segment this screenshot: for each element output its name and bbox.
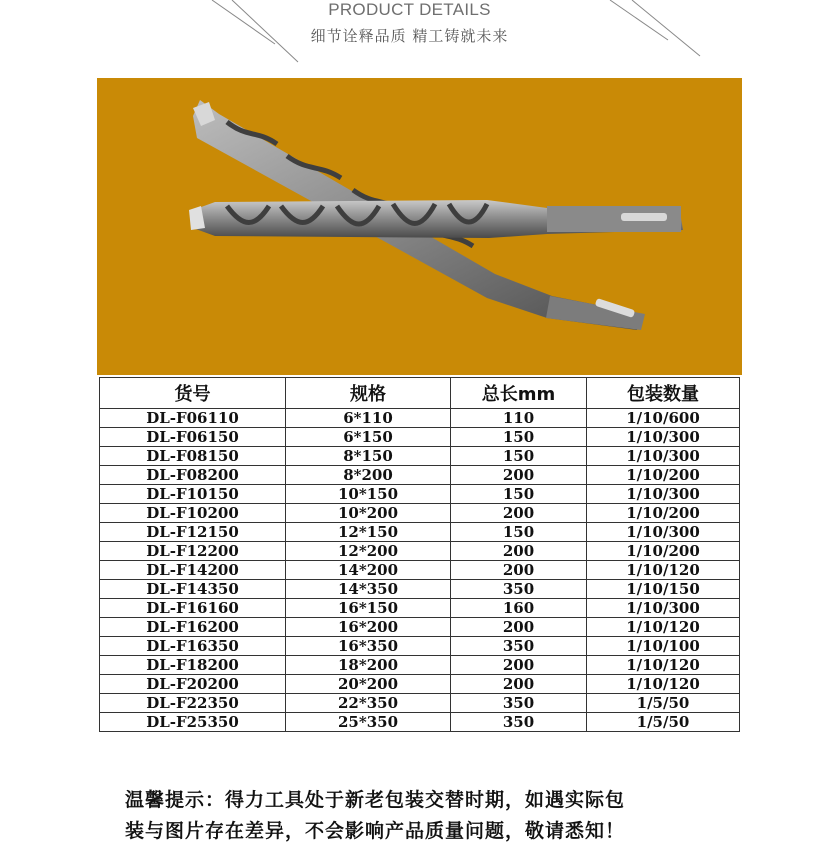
cell-spec: 20*200 xyxy=(286,675,451,694)
column-header-item-no: 货号 xyxy=(100,378,286,409)
product-photo xyxy=(97,78,742,375)
cell-length: 350 xyxy=(451,637,587,656)
cell-length: 350 xyxy=(451,580,587,599)
cell-item-no: DL-F08200 xyxy=(100,466,286,485)
cell-item-no: DL-F18200 xyxy=(100,656,286,675)
cell-length: 150 xyxy=(451,485,587,504)
cell-spec: 16*200 xyxy=(286,618,451,637)
cell-length: 150 xyxy=(451,428,587,447)
cell-package: 1/10/300 xyxy=(587,599,740,618)
cell-spec: 18*200 xyxy=(286,656,451,675)
cell-item-no: DL-F20200 xyxy=(100,675,286,694)
cell-item-no: DL-F14200 xyxy=(100,561,286,580)
cell-item-no: DL-F06150 xyxy=(100,428,286,447)
cell-package: 1/10/120 xyxy=(587,675,740,694)
cell-package: 1/10/300 xyxy=(587,428,740,447)
cell-item-no: DL-F16350 xyxy=(100,637,286,656)
cell-item-no: DL-F16160 xyxy=(100,599,286,618)
table-row xyxy=(100,523,740,542)
cell-package: 1/10/120 xyxy=(587,561,740,580)
section-title: PRODUCT DETAILS xyxy=(328,0,491,19)
table-row xyxy=(100,504,740,523)
cell-item-no: DL-F08150 xyxy=(100,447,286,466)
cell-spec: 16*150 xyxy=(286,599,451,618)
drill-bit-icon xyxy=(97,78,742,375)
table-row xyxy=(100,485,740,504)
table-row xyxy=(100,466,740,485)
cell-item-no: DL-F06110 xyxy=(100,409,286,428)
cell-length: 110 xyxy=(451,409,587,428)
cell-length: 150 xyxy=(451,523,587,542)
cell-item-no: DL-F10150 xyxy=(100,485,286,504)
column-header-length: 总长mm xyxy=(451,378,587,409)
cell-spec: 8*200 xyxy=(286,466,451,485)
cell-package: 1/5/50 xyxy=(587,694,740,713)
cell-package: 1/10/150 xyxy=(587,580,740,599)
cell-package: 1/10/200 xyxy=(587,542,740,561)
cell-spec: 14*350 xyxy=(286,580,451,599)
table-row xyxy=(100,447,740,466)
spec-table xyxy=(99,377,740,732)
cell-spec: 25*350 xyxy=(286,713,451,732)
cell-spec: 22*350 xyxy=(286,694,451,713)
column-header-spec: 规格 xyxy=(286,378,451,409)
cell-item-no: DL-F12200 xyxy=(100,542,286,561)
cell-length: 200 xyxy=(451,466,587,485)
table-row xyxy=(100,637,740,656)
cell-item-no: DL-F14350 xyxy=(100,580,286,599)
table-row xyxy=(100,675,740,694)
cell-package: 1/10/100 xyxy=(587,637,740,656)
cell-item-no: DL-F16200 xyxy=(100,618,286,637)
cell-length: 200 xyxy=(451,675,587,694)
cell-spec: 6*150 xyxy=(286,428,451,447)
notice-line-1: 温馨提示：得力工具处于新老包装交替时期，如遇实际包 xyxy=(125,789,626,811)
table-row xyxy=(100,428,740,447)
column-header-package: 包装数量 xyxy=(587,378,740,409)
drill-bit-horizontal xyxy=(189,200,683,238)
cell-package: 1/5/50 xyxy=(587,713,740,732)
cell-package: 1/10/600 xyxy=(587,409,740,428)
cell-spec: 10*150 xyxy=(286,485,451,504)
cell-length: 200 xyxy=(451,656,587,675)
table-row xyxy=(100,618,740,637)
section-header xyxy=(0,0,819,78)
cell-item-no: DL-F22350 xyxy=(100,694,286,713)
cell-spec: 6*110 xyxy=(286,409,451,428)
cell-length: 200 xyxy=(451,618,587,637)
cell-package: 1/10/300 xyxy=(587,485,740,504)
cell-length: 200 xyxy=(451,504,587,523)
table-row xyxy=(100,713,740,732)
table-row xyxy=(100,561,740,580)
cell-package: 1/10/300 xyxy=(587,447,740,466)
table-row xyxy=(100,409,740,428)
cell-spec: 8*150 xyxy=(286,447,451,466)
cell-item-no: DL-F10200 xyxy=(100,504,286,523)
cell-package: 1/10/120 xyxy=(587,618,740,637)
cell-length: 350 xyxy=(451,713,587,732)
cell-length: 350 xyxy=(451,694,587,713)
table-row xyxy=(100,694,740,713)
cell-spec: 16*350 xyxy=(286,637,451,656)
section-subtitle: 细节诠释品质 精工铸就未来 xyxy=(310,27,509,45)
table-row xyxy=(100,580,740,599)
cell-length: 150 xyxy=(451,447,587,466)
cell-spec: 12*200 xyxy=(286,542,451,561)
cell-package: 1/10/200 xyxy=(587,504,740,523)
cell-spec: 14*200 xyxy=(286,561,451,580)
cell-length: 160 xyxy=(451,599,587,618)
table-row xyxy=(100,656,740,675)
table-header-row xyxy=(100,378,740,409)
packaging-notice xyxy=(125,785,745,847)
cell-package: 1/10/300 xyxy=(587,523,740,542)
cell-spec: 12*150 xyxy=(286,523,451,542)
cell-spec: 10*200 xyxy=(286,504,451,523)
notice-line-2: 装与图片存在差异，不会影响产品质量问题，敬请悉知！ xyxy=(125,820,626,842)
cell-package: 1/10/120 xyxy=(587,656,740,675)
cell-item-no: DL-F25350 xyxy=(100,713,286,732)
cell-length: 200 xyxy=(451,542,587,561)
cell-length: 200 xyxy=(451,561,587,580)
table-row xyxy=(100,542,740,561)
cell-package: 1/10/200 xyxy=(587,466,740,485)
cell-item-no: DL-F12150 xyxy=(100,523,286,542)
table-row xyxy=(100,599,740,618)
